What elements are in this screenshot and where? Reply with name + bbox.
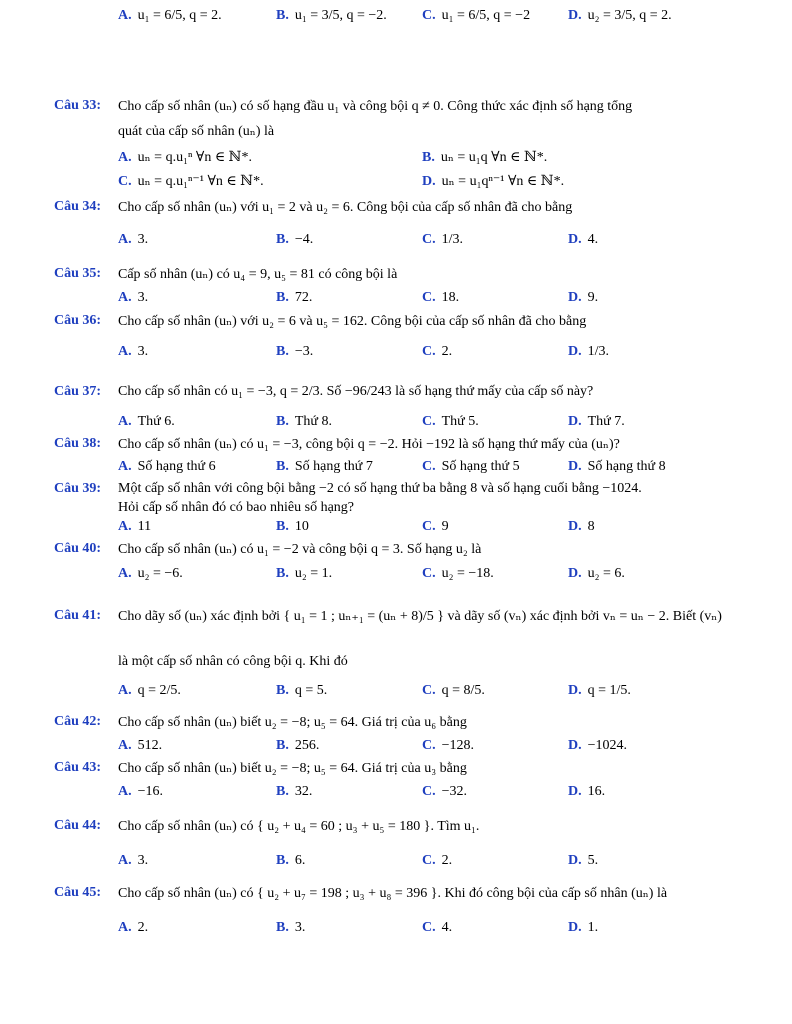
answer-option <box>118 853 148 869</box>
question-number: Câu 36: <box>54 313 102 328</box>
answer-option <box>422 414 479 430</box>
option-text: 2. <box>441 853 453 868</box>
answer-option <box>568 459 666 475</box>
question-number: Câu 34: <box>54 199 102 214</box>
option-letter: C. <box>422 920 436 935</box>
answer-option <box>422 920 452 936</box>
answer-option <box>276 290 312 306</box>
answer-option <box>276 853 305 869</box>
option-letter: D. <box>568 683 582 698</box>
option-letter: C. <box>422 683 436 698</box>
option-text: 1/3. <box>441 232 464 247</box>
option-text: 3. <box>294 920 306 935</box>
option-letter: B. <box>276 920 289 935</box>
option-letter: C. <box>422 566 436 581</box>
option-letter: A. <box>118 344 132 359</box>
question-number: Câu 40: <box>54 541 102 556</box>
option-letter: D. <box>422 174 436 189</box>
option-text: uₙ = u₁q ∀n ∈ ℕ*. <box>440 150 548 165</box>
option-text: 256. <box>294 738 320 753</box>
option-text: u₂ = 6. <box>587 566 625 581</box>
option-text: 2. <box>441 344 453 359</box>
option-letter: C. <box>422 344 436 359</box>
question-text: Cho cấp số nhân (uₙ) biết u₂ = −8; u₅ = 64. Giá trị của u₆ bằng <box>118 715 467 730</box>
option-text: q = 1/5. <box>587 683 631 698</box>
question-number: Câu 44: <box>54 818 102 833</box>
option-letter: A. <box>118 150 132 165</box>
option-letter: A. <box>118 920 132 935</box>
option-letter: D. <box>568 738 582 753</box>
question-number: Câu 43: <box>54 760 102 775</box>
answer-option <box>276 519 309 535</box>
question-number: Câu 41: <box>54 608 102 623</box>
question-text: Cho cấp số nhân (uₙ) có { u₂ + u₇ = 198 ; u₃ + u₈ = 396 }. Khi đó công bội của cấp số nhân (uₙ) là <box>118 886 668 901</box>
option-text: q = 8/5. <box>441 683 485 698</box>
option-letter: C. <box>118 174 132 189</box>
option-letter: C. <box>422 853 436 868</box>
question-text: Cho cấp số nhân (uₙ) có u₁ = −3, công bội q = −2. Hỏi −192 là số hạng thứ mấy của (uₙ)? <box>118 437 620 452</box>
answer-option <box>118 8 222 24</box>
question-text: Một cấp số nhân với công bội bằng −2 có số hạng thứ ba bằng 8 và số hạng cuối bằng −1024. <box>118 481 642 496</box>
option-letter: C. <box>422 738 436 753</box>
option-text: 16. <box>587 784 606 799</box>
option-letter: C. <box>422 519 436 534</box>
option-text: Số hạng thứ 7 <box>294 459 373 474</box>
option-text: 3. <box>137 853 149 868</box>
option-letter: D. <box>568 519 582 534</box>
option-text: q = 5. <box>294 683 328 698</box>
question-text: Cho cấp số nhân (uₙ) có số hạng đầu u₁ và công bội q ≠ 0. Công thức xác định số hạng tổng <box>118 99 633 114</box>
answer-option <box>422 519 449 535</box>
question-text-continued: quát của cấp số nhân (uₙ) là <box>118 124 275 139</box>
option-text: −128. <box>441 738 475 753</box>
option-letter: B. <box>276 519 289 534</box>
option-text: 2. <box>137 920 149 935</box>
option-text: 1/3. <box>587 344 610 359</box>
option-text: 9 <box>441 519 449 534</box>
answer-option <box>568 738 627 754</box>
option-text: Thứ 6. <box>137 414 175 429</box>
option-text: 9. <box>587 290 599 305</box>
option-text: 3. <box>137 232 149 247</box>
answer-option <box>118 173 264 190</box>
option-letter: C. <box>422 290 436 305</box>
answer-option <box>568 683 631 699</box>
answer-option <box>118 232 148 248</box>
option-text: 512. <box>137 738 163 753</box>
answer-option <box>422 290 459 306</box>
answer-option <box>276 232 313 248</box>
answer-option <box>422 566 494 582</box>
option-letter: A. <box>118 683 132 698</box>
option-letter: A. <box>118 290 132 305</box>
answer-option <box>276 920 305 936</box>
answer-option <box>276 683 327 699</box>
option-letter: B. <box>276 566 289 581</box>
option-text: u₁ = 6/5, q = 2. <box>137 8 222 23</box>
option-letter: A. <box>118 566 132 581</box>
option-letter: C. <box>422 784 436 799</box>
option-text: 3. <box>137 290 149 305</box>
question-text: Cho cấp số nhân (uₙ) với u₁ = 2 và u₂ = 6. Công bội của cấp số nhân đã cho bằng <box>118 200 573 215</box>
option-letter: A. <box>118 853 132 868</box>
option-text: q = 2/5. <box>137 683 181 698</box>
option-letter: B. <box>276 738 289 753</box>
option-letter: D. <box>568 784 582 799</box>
option-letter: B. <box>422 150 435 165</box>
answer-option <box>568 8 672 24</box>
option-text: uₙ = q.u₁ⁿ⁻¹ ∀n ∈ ℕ*. <box>137 174 264 189</box>
option-text: 6. <box>294 853 306 868</box>
option-letter: B. <box>276 784 289 799</box>
option-letter: D. <box>568 232 582 247</box>
option-text: 4. <box>587 232 599 247</box>
answer-option <box>422 149 547 166</box>
answer-option <box>422 683 485 699</box>
answer-option <box>276 566 332 582</box>
answer-option <box>422 459 520 475</box>
option-text: Số hạng thứ 8 <box>587 459 666 474</box>
option-text: 10 <box>294 519 309 534</box>
answer-option <box>118 738 162 754</box>
answer-option <box>276 414 332 430</box>
answer-option <box>276 459 373 475</box>
option-letter: B. <box>276 344 289 359</box>
answer-option <box>118 683 181 699</box>
option-text: Số hạng thứ 5 <box>441 459 520 474</box>
option-text: uₙ = q.u₁ⁿ ∀n ∈ ℕ*. <box>137 150 252 165</box>
question-text-continued: là một cấp số nhân có công bội q. Khi đó <box>118 654 348 669</box>
option-text: Số hạng thứ 6 <box>137 459 216 474</box>
option-text: 8 <box>587 519 595 534</box>
answer-option <box>568 519 595 535</box>
answer-option <box>422 738 474 754</box>
option-letter: A. <box>118 232 132 247</box>
answer-option <box>422 853 452 869</box>
question-text: Cho dãy số (uₙ) xác định bởi { u₁ = 1 ; uₙ₊₁ = (uₙ + 8)/5 } và dãy số (vₙ) xác định bởi vₙ = uₙ − 2. Biết (vₙ) <box>118 609 722 624</box>
option-letter: C. <box>422 8 436 23</box>
option-text: u₂ = 3/5, q = 2. <box>587 8 672 23</box>
answer-option <box>568 784 605 800</box>
answer-option <box>276 738 319 754</box>
option-letter: C. <box>422 232 436 247</box>
option-letter: A. <box>118 519 132 534</box>
option-text: Thứ 7. <box>587 414 625 429</box>
option-text: u₁ = 3/5, q = −2. <box>294 8 387 23</box>
option-text: −3. <box>294 344 314 359</box>
option-text: u₂ = −18. <box>441 566 494 581</box>
question-number: Câu 42: <box>54 714 102 729</box>
option-text: u₂ = 1. <box>294 566 333 581</box>
option-text: Thứ 5. <box>441 414 479 429</box>
answer-option <box>568 853 598 869</box>
answer-option <box>118 344 148 360</box>
option-text: −4. <box>294 232 314 247</box>
answer-option <box>568 920 598 936</box>
option-text: −32. <box>441 784 468 799</box>
question-text-continued: Hỏi cấp số nhân đó có bao nhiêu số hạng? <box>118 500 354 515</box>
answer-option <box>568 344 609 360</box>
option-text: 3. <box>137 344 149 359</box>
question-number: Câu 33: <box>54 98 102 113</box>
option-text: 18. <box>441 290 460 305</box>
option-letter: D. <box>568 414 582 429</box>
option-text: 32. <box>294 784 313 799</box>
answer-option <box>118 290 148 306</box>
option-letter: D. <box>568 8 582 23</box>
answer-option <box>568 232 598 248</box>
answer-option <box>568 414 625 430</box>
option-letter: A. <box>118 8 132 23</box>
option-letter: C. <box>422 459 436 474</box>
option-text: −1024. <box>587 738 628 753</box>
option-text: −16. <box>137 784 164 799</box>
answer-option <box>118 920 148 936</box>
option-letter: A. <box>118 459 132 474</box>
answer-option <box>276 8 387 24</box>
option-letter: D. <box>568 853 582 868</box>
answer-option <box>118 414 175 430</box>
option-text: Thứ 8. <box>294 414 332 429</box>
question-number: Câu 35: <box>54 266 102 281</box>
answer-option <box>568 566 625 582</box>
option-letter: B. <box>276 8 289 23</box>
option-text: 1. <box>587 920 599 935</box>
option-text: u₁ = 6/5, q = −2 <box>441 8 531 23</box>
option-letter: D. <box>568 920 582 935</box>
option-text: 5. <box>587 853 599 868</box>
option-letter: A. <box>118 414 132 429</box>
question-text: Cho cấp số nhân (uₙ) có { u₂ + u₄ = 60 ; u₃ + u₅ = 180 }. Tìm u₁. <box>118 819 480 834</box>
answer-option <box>118 566 183 582</box>
answer-option <box>276 784 312 800</box>
option-letter: C. <box>422 414 436 429</box>
option-letter: A. <box>118 784 132 799</box>
question-text: Cho cấp số nhân có u₁ = −3, q = 2/3. Số −96/243 là số hạng thứ mấy của cấp số này? <box>118 384 594 399</box>
answer-option <box>422 8 530 24</box>
option-letter: D. <box>568 290 582 305</box>
option-letter: D. <box>568 344 582 359</box>
option-letter: D. <box>568 459 582 474</box>
option-text: 72. <box>294 290 313 305</box>
option-text: uₙ = u₁qⁿ⁻¹ ∀n ∈ ℕ*. <box>441 174 565 189</box>
question-text: Cho cấp số nhân (uₙ) với u₂ = 6 và u₅ = 162. Công bội của cấp số nhân đã cho bằng <box>118 314 587 329</box>
question-number: Câu 39: <box>54 481 102 496</box>
answer-option <box>276 344 313 360</box>
question-number: Câu 38: <box>54 436 102 451</box>
question-text: Cho cấp số nhân (uₙ) có u₁ = −2 và công bội q = 3. Số hạng u₂ là <box>118 542 482 557</box>
option-text: u₂ = −6. <box>137 566 183 581</box>
option-letter: B. <box>276 853 289 868</box>
question-text: Cho cấp số nhân (uₙ) biết u₂ = −8; u₅ = 64. Giá trị của u₃ bằng <box>118 761 467 776</box>
option-letter: B. <box>276 290 289 305</box>
option-letter: A. <box>118 738 132 753</box>
option-letter: B. <box>276 414 289 429</box>
option-letter: D. <box>568 566 582 581</box>
answer-option <box>118 459 216 475</box>
answer-option <box>118 784 163 800</box>
option-text: 4. <box>441 920 453 935</box>
option-letter: B. <box>276 459 289 474</box>
question-number: Câu 45: <box>54 885 102 900</box>
answer-option <box>422 232 463 248</box>
answer-option <box>422 173 564 190</box>
answer-option <box>422 784 467 800</box>
question-number: Câu 37: <box>54 384 102 399</box>
question-text: Cấp số nhân (uₙ) có u₄ = 9, u₅ = 81 có công bội là <box>118 267 398 282</box>
answer-option <box>422 344 452 360</box>
option-letter: B. <box>276 232 289 247</box>
answer-option <box>118 149 252 166</box>
answer-option <box>118 519 151 535</box>
option-text: 11 <box>137 519 152 534</box>
answer-option <box>568 290 598 306</box>
option-letter: B. <box>276 683 289 698</box>
